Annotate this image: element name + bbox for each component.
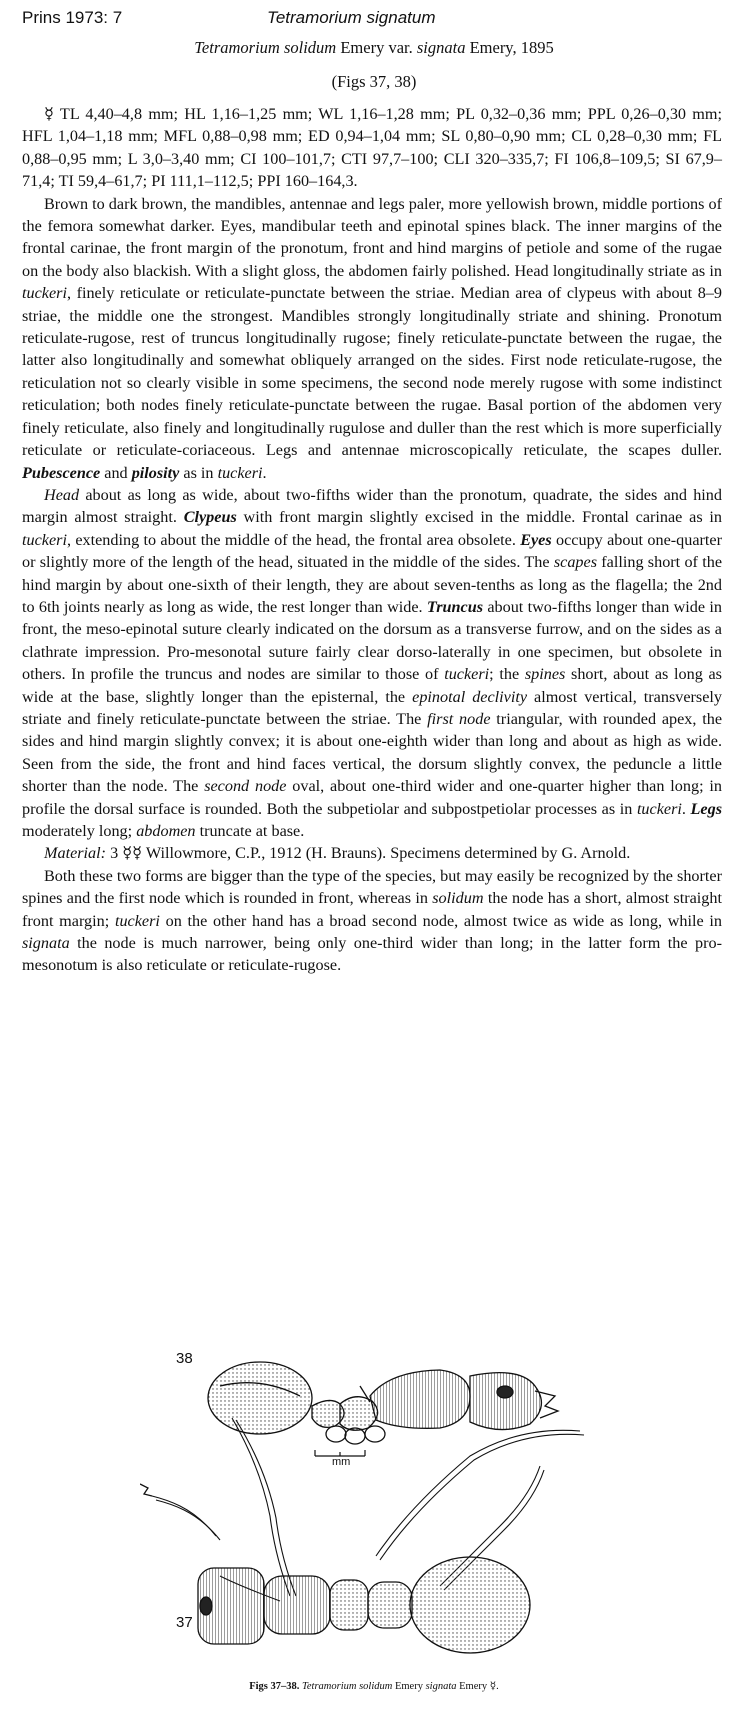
species-title: Tetramorium signatum (267, 8, 436, 27)
scale-unit: mm (332, 1456, 351, 1468)
material-paragraph: Material: 3 ☿☿ Willowmore, C.P., 1912 (H. Brauns). Specimens determined by G. Arnold. (44, 844, 631, 863)
figure-label-38: 38 (176, 1350, 193, 1367)
comparison-paragraph: Both these two forms are bigger than the type of the species, but may easily be recognized by the shorter spines and the first node which is rounded in front, whereas in solidum the node has a short, almost straight front margin; tuckeri on the other hand has a broad second node, almost twice as wide as long, while in signata the node is much narrower, being only one-third wider than long; in the latter form the pro-mesonotum is also reticulate or reticulate-rugose. (22, 866, 722, 975)
synonym-author1: Emery var. (340, 38, 413, 57)
lateral-view (208, 1362, 558, 1444)
measurements-paragraph: ☿ TL 4,40–4,8 mm; HL 1,16–1,25 mm; WL 1,16–1,28 mm; PL 0,32–0,36 mm; PPL 0,26–0,30 mm; HFL 1,04–1,18 mm; MFL 0,88–0,98 mm; ED 0,94–1,04 mm; SL 0,80–0,90 mm; CL 0,28–0,30 mm; FL 0,88–0,95 mm; L 3,0–3,40 mm; CI 100–101,7; CTI 97,7–100; CLI 320–335,7; FI 106,8–109,5; SI 67,9–71,4; TI 59,4–61,7; PI 111,1–112,5; PPI 160–164,3. (22, 105, 722, 191)
figure-reference: (Figs 37, 38) (331, 72, 417, 91)
ant-drawing (140, 1356, 620, 1686)
synonym-species: solidum (283, 38, 337, 57)
synonym-genus: Tetramorium (194, 38, 280, 57)
synonym-line (0, 38, 748, 58)
synonym-variety: signata (416, 38, 466, 57)
coloration-paragraph: Brown to dark brown, the mandibles, antennae and legs paler, more yellowish brown, middle portions of the femora somewhat darker. Eyes, mandibular teeth and epinotal spines black. The inner margins of the frontal carinae, the front margin of the pronotum, front and hind margins of petiole and some of the rugae on the body also blackish. With a slight gloss, the abdomen fairly polished. Head longitudinally striate as in tuckeri, finely reticulate or reticulate-punctate between the striae. Median area of clypeus with about 8–9 striae, the middle one the strongest. Mandibles strongly longitudinally striate and shining. Pronotum reticulate-rugose, rest of truncus longitudinally rugose; finely reticulate-punctate between the rugae, the latter also longitudinally and somewhat obliquely arranged on the sides. First node reticulate-rugose, the reticulation not so clearly visible in some specimens, the second node merely rugose with some indistinct reticulation; both nodes finely reticulate-punctate between the rugae. Basal portion of the abdomen very finely reticulate, also finely and longitudinally rugulose and duller than the rest which is more superficially reticulate or reticulate-coriaceous. Legs and antennae microscopically reticulate, the scapes duller. Pubescence and pilosity as in tuckeri. (22, 194, 722, 482)
running-header (22, 8, 722, 32)
dorsal-view (140, 1484, 530, 1653)
synonym-author2: Emery, 1895 (469, 38, 554, 57)
morphology-paragraph: Head about as long as wide, about two-fifths wider than the pronotum, quadrate, the sides and hind margin almost straight. Clypeus with front margin slightly excised in the middle. Frontal carinae as in tuckeri, extending to about the middle of the head, the frontal area obsolete. Eyes occupy about one-quarter or slightly more of the length of the head, situated in the middle of the sides. The scapes falling short of the hind margin by about one-sixth of their length, they are about seven-tenths as long as the flagella; the 2nd to 6th joints nearly as long as wide, the rest longer than wide. Truncus about two-fifths longer than wide in front, the meso-epinotal suture clearly indicated on the dorsum as a transverse furrow, and on the sides as a clathrate impression. Pro-mesonotal suture fairly clear dorso-laterally in one specimen, but obsolete in others. In profile the truncus and nodes are similar to those of tuckeri; the spines short, about as long as wide at the base, slightly longer than the episternal, the epinotal declivity almost vertical, transversely striate and finely reticulate-punctate between the striae. The first node triangular, with rounded apex, the sides and hind margin slightly convex; it is about one-eighth wider than long and about as high as wide. Seen from the side, the front and hind faces vertical, the dorsum slightly convex, the peduncle a little shorter than the node. The second node oval, about one-third wider and one-quarter higher than long; in profile the dorsal surface is rounded. Both the subpetiolar and subpostpetiolar processes as in tuckeri. Legs moderately long; abdomen truncate at base. (22, 485, 723, 840)
description-text (22, 103, 722, 977)
citation: Prins 1973: 7 (22, 8, 123, 27)
ant-illustration (140, 1350, 620, 1696)
figure-label-37: 37 (176, 1614, 193, 1631)
figure-caption: Figs 37–38. Tetramorium solidum Emery signata Emery ☿. (249, 1681, 499, 1692)
